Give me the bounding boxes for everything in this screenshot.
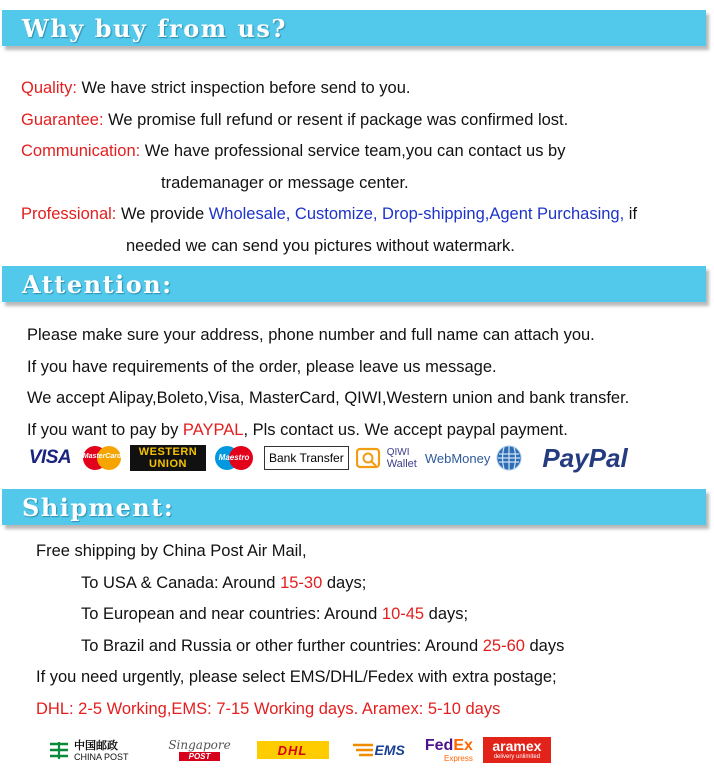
route-brazil-days: 25-60 (482, 637, 525, 655)
professional-label: Professional: (21, 205, 117, 223)
quality-line (21, 79, 410, 98)
communication-line (21, 142, 565, 161)
communication-continued: trademanager or message center. (161, 174, 409, 192)
singapore-post-label: POST (179, 752, 221, 761)
professional-line (21, 205, 637, 224)
maestro-label: Maestro (218, 453, 250, 462)
guarantee-text: We promise full refund or resent if package was confirmed lost. (103, 111, 569, 129)
route-europe-text: To European and near countries: Around (81, 605, 382, 623)
why-buy-heading: Why buy from us? (22, 14, 287, 43)
aramex-tagline: delivery unlimited (493, 754, 541, 760)
fedex-logo (425, 737, 473, 763)
attention-line-2: If you have requirements of the order, please leave us message. (27, 358, 497, 376)
attention-heading: Attention: (22, 270, 173, 299)
visa-logo: VISA (28, 447, 72, 468)
aramex-label: aramex (492, 738, 542, 754)
ems-logo (353, 740, 405, 760)
ems-speed-icon (353, 742, 375, 758)
bank-transfer-logo: Bank Transfer (264, 446, 349, 470)
webmoney-logo: WebMoney (424, 450, 491, 466)
fedex-express: Express (443, 754, 473, 763)
shipment-intro: Free shipping by China Post Air Mail, (36, 542, 307, 560)
quality-text: We have strict inspection before send to you. (76, 79, 411, 97)
paypal-highlight: PAYPAL (182, 421, 244, 439)
qiwi-icon (355, 445, 383, 471)
route-usa-text: To USA & Canada: Around (81, 574, 281, 592)
paypal-line-text: If you want to pay by (27, 421, 183, 439)
singapore-post-logo (163, 739, 237, 761)
aramex-logo (483, 737, 551, 763)
attention-banner (2, 266, 706, 302)
china-post-cn: 中国邮政 (74, 738, 118, 752)
western-union-logo (130, 445, 206, 471)
professional-text-after: if (624, 205, 638, 223)
professional-services: Wholesale, Customize, Drop-shipping,Agent Purchasing, (208, 205, 625, 223)
route-brazil-suffix: days (524, 637, 565, 655)
maestro-logo (212, 445, 256, 471)
webmoney-globe-icon (494, 443, 524, 473)
professional-continued: needed we can send you pictures without watermark. (126, 237, 515, 255)
singapore-label: Singapore (168, 738, 231, 752)
urgent-line: If you need urgently, please select EMS/DHL/Fedex with extra postage; (36, 668, 557, 686)
china-post-logo (74, 739, 129, 762)
communication-text: We have professional service team,you can contact us by (140, 142, 566, 160)
route-usa-days: 15-30 (280, 574, 323, 592)
qiwi-logo (387, 445, 417, 471)
qiwi-wallet-label: Wallet (386, 457, 417, 470)
dhl-logo: DHL (257, 741, 329, 759)
western-union-line2: UNION (149, 458, 187, 470)
paypal-line-text-after: , Pls contact us. We accept paypal payment. (243, 421, 568, 439)
route-usa-suffix: days; (322, 574, 367, 592)
shipment-banner (2, 489, 706, 525)
qiwi-label: QIWI (386, 446, 410, 458)
attention-line-3: We accept Alipay,Boleto,Visa, MasterCard, QIWI,Western union and bank transfer. (27, 389, 630, 407)
ems-label: EMS (374, 742, 405, 758)
route-usa (81, 574, 366, 593)
why-buy-banner (2, 10, 706, 46)
mastercard-label: MasterCard (82, 453, 122, 460)
paypal-logo: PayPal (542, 442, 628, 473)
route-europe-days: 10-45 (381, 605, 425, 623)
carrier-logos (48, 735, 555, 765)
paypal-line (27, 421, 568, 440)
payment-logos (24, 443, 632, 473)
route-brazil-text: To Brazil and Russia or other further countries: Around (81, 637, 483, 655)
communication-label: Communication: (21, 142, 141, 160)
guarantee-label: Guarantee: (21, 111, 104, 129)
quality-label: Quality: (21, 79, 77, 97)
fedex-fed: Fed (424, 737, 454, 754)
mastercard-logo (80, 445, 124, 471)
professional-text: We provide (116, 205, 209, 223)
express-times: DHL: 2-5 Working,EMS: 7-15 Working days. Aramex: 5-10 days (36, 700, 501, 718)
route-europe (81, 605, 468, 624)
route-brazil-russia (81, 637, 564, 656)
shipment-heading: Shipment: (22, 493, 175, 522)
fedex-ex: Ex (453, 737, 473, 754)
western-union-line1: WESTERN (138, 446, 198, 458)
china-post-icon (48, 738, 70, 762)
route-europe-suffix: days; (424, 605, 469, 623)
china-post-en: CHINA POST (74, 751, 129, 762)
guarantee-line (21, 111, 568, 130)
attention-line-1: Please make sure your address, phone number and full name can attach you. (27, 326, 595, 344)
